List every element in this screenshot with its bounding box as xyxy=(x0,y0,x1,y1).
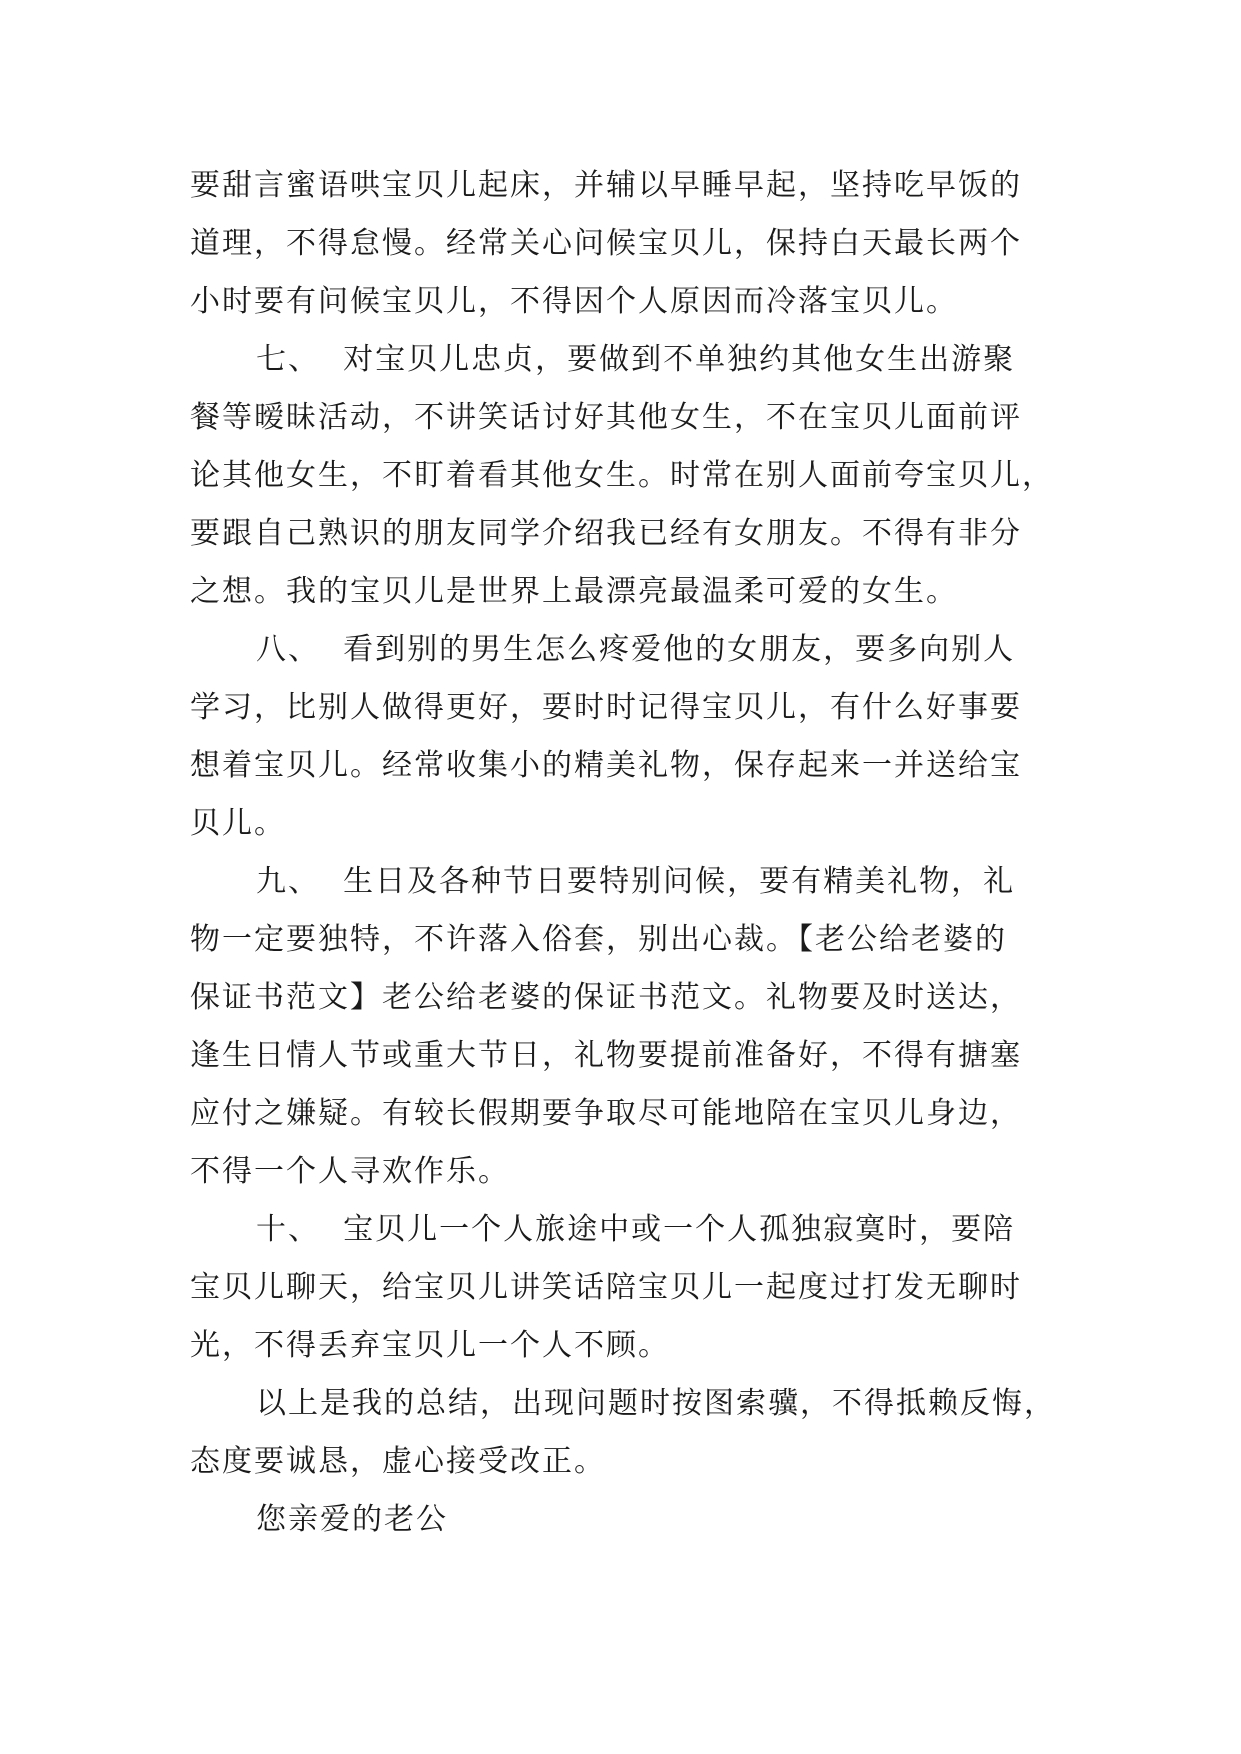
paragraph-item-7-start: 七、 对宝贝儿忠贞，要做到不单独约其他女生出游聚 xyxy=(256,342,1016,377)
text-line: 物一定要独特，不许落入俗套，别出心裁。【老公给老婆的 xyxy=(190,922,1007,957)
text-line: 贝儿。 xyxy=(190,806,286,841)
text-line: 宝贝儿聊天，给宝贝儿讲笑话陪宝贝儿一起度过打发无聊时 xyxy=(190,1270,1022,1305)
text-line: 要甜言蜜语哄宝贝儿起床，并辅以早睡早起，坚持吃早饭的 xyxy=(190,168,1022,203)
text-line: 保证书范文】老公给老婆的保证书范文。礼物要及时送达， xyxy=(190,980,1022,1015)
text-line: 餐等暧昧活动，不讲笑话讨好其他女生，不在宝贝儿面前评 xyxy=(190,400,1022,435)
text-line: 道理，不得怠慢。经常关心问候宝贝儿，保持白天最长两个 xyxy=(190,226,1022,261)
text-line: 学习，比别人做得更好，要时时记得宝贝儿，有什么好事要 xyxy=(190,690,1022,725)
text-line: 不得一个人寻欢作乐。 xyxy=(190,1154,510,1189)
text-line: 光，不得丢弃宝贝儿一个人不顾。 xyxy=(190,1328,670,1363)
text-line: 应付之嫌疑。有较长假期要争取尽可能地陪在宝贝儿身边， xyxy=(190,1096,1022,1131)
paragraph-item-10-start: 十、 宝贝儿一个人旅途中或一个人孤独寂寞时，要陪 xyxy=(256,1212,1016,1247)
text-line: 要跟自己熟识的朋友同学介绍我已经有女朋友。不得有非分 xyxy=(190,516,1022,551)
text-line: 逢生日情人节或重大节日，礼物要提前准备好，不得有搪塞 xyxy=(190,1038,1022,1073)
text-line: 论其他女生，不盯着看其他女生。时常在别人面前夸宝贝儿， xyxy=(190,458,1054,493)
text-line: 态度要诚恳，虚心接受改正。 xyxy=(190,1444,606,1479)
text-line: 想着宝贝儿。经常收集小的精美礼物，保存起来一并送给宝 xyxy=(190,748,1022,783)
summary-paragraph-start: 以上是我的总结，出现问题时按图索骥，不得抵赖反悔， xyxy=(256,1386,1056,1421)
paragraph-item-8-start: 八、 看到别的男生怎么疼爱他的女朋友，要多向别人 xyxy=(256,632,1016,667)
signature-line: 您亲爱的老公 xyxy=(256,1502,448,1537)
text-line: 之想。我的宝贝儿是世界上最漂亮最温柔可爱的女生。 xyxy=(190,574,958,609)
paragraph-item-9-start: 九、 生日及各种节日要特别问候，要有精美礼物，礼 xyxy=(256,864,1016,899)
text-line: 小时要有问候宝贝儿，不得因个人原因而冷落宝贝儿。 xyxy=(190,284,958,319)
